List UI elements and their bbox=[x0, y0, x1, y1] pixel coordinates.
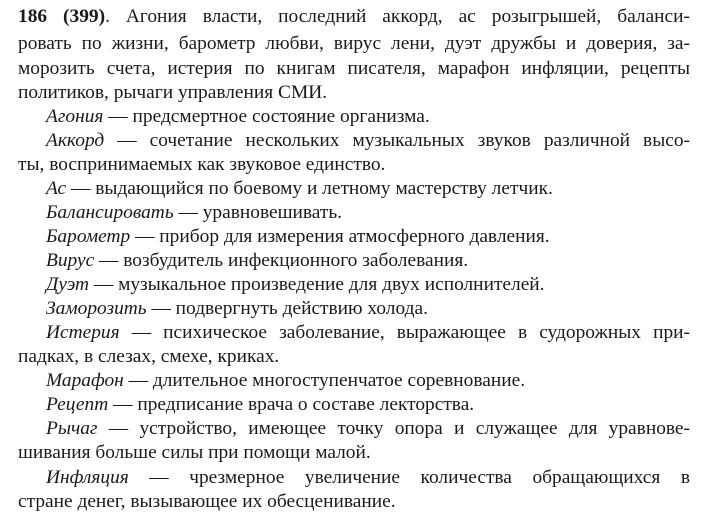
definition-text: — психическое заболевание, выражающее в судорожных при- bbox=[119, 322, 690, 343]
definition-text: — прибор для измерения атмосферного давления. bbox=[130, 226, 550, 247]
definition-text: — уравновешивать. bbox=[173, 202, 343, 223]
definition-term: Рычаг bbox=[46, 418, 98, 439]
definition-term: Рецепт bbox=[46, 394, 109, 415]
definition-text: — выдающийся по боевому и летному мастерству летчик. bbox=[66, 178, 553, 199]
definition-text: — сочетание нескольких музыкальных звуков различной высо- bbox=[104, 130, 690, 151]
definition-isteriya bbox=[46, 321, 690, 345]
definition-akkord-continued: ты, воспринимаемых как звуковое единство. bbox=[18, 154, 386, 175]
definition-isteriya-continued: падках, в слезах, смехе, криках. bbox=[18, 346, 280, 367]
definition-text: — возбудитель инфекционного заболевания. bbox=[94, 250, 469, 271]
definition-inflyaciya-continued: стране денег, вызывающее их обесценивание. bbox=[18, 491, 396, 512]
exercise-line-3: морозить счета, истерия по книгам писателя, марафон инфляции, рецепты bbox=[18, 58, 690, 79]
definition-rychag bbox=[46, 417, 690, 441]
definition-virus bbox=[46, 249, 690, 273]
definition-term: Истерия bbox=[46, 322, 120, 343]
definition-term: Марафон bbox=[46, 370, 124, 391]
definition-term: Вирус bbox=[46, 250, 95, 271]
definition-term: Аккорд bbox=[46, 130, 105, 151]
definition-barometr bbox=[46, 225, 690, 249]
definition-term: Барометр bbox=[46, 226, 131, 247]
definition-text: — предсмертное состояние организма. bbox=[103, 106, 430, 127]
definition-term: Ас bbox=[46, 178, 67, 199]
definition-text: — предписание врача о составе лекторства. bbox=[108, 394, 475, 415]
definition-text: — музыкальное произведение для двух исполнителей. bbox=[89, 274, 545, 295]
definition-text: — длительное многоступенчатое соревнование. bbox=[123, 370, 526, 391]
definition-term: Дуэт bbox=[46, 274, 89, 295]
definition-text: — чрезмерное увеличение количества обращающихся в bbox=[128, 467, 690, 488]
exercise-text: . Агония власти, последний аккорд, ас розыгрышей, баланси- bbox=[105, 6, 690, 27]
exercise-line-4: политиков, рычаги управления СМИ. bbox=[18, 82, 328, 103]
definition-term: Агония bbox=[46, 106, 104, 127]
definition-rychag-continued: шивания больше силы при помощи малой. bbox=[18, 442, 371, 463]
definition-akkord bbox=[46, 129, 690, 153]
definition-recept bbox=[46, 393, 690, 417]
definition-zamorozit bbox=[46, 297, 690, 321]
definition-text: — подвергнуть действию холода. bbox=[146, 298, 428, 319]
exercise-line-1 bbox=[18, 5, 690, 29]
definition-marafon bbox=[46, 369, 690, 393]
definition-as bbox=[46, 177, 690, 201]
definition-term: Балансировать bbox=[46, 202, 174, 223]
definition-text: — устройство, имеющее точку опора и служащее для уравнове- bbox=[97, 418, 690, 439]
definition-inflyaciya bbox=[46, 466, 690, 490]
definition-term: Заморозить bbox=[46, 298, 147, 319]
definition-duet bbox=[46, 273, 690, 297]
definition-term: Инфляция bbox=[46, 467, 129, 488]
exercise-number: 186 (399) bbox=[18, 6, 106, 27]
exercise-line-2: ровать по жизни, барометр любви, вирус лени, дуэт дружбы и доверия, за- bbox=[18, 33, 690, 54]
definition-agoniya bbox=[46, 105, 690, 129]
definition-balansirovat bbox=[46, 201, 690, 225]
